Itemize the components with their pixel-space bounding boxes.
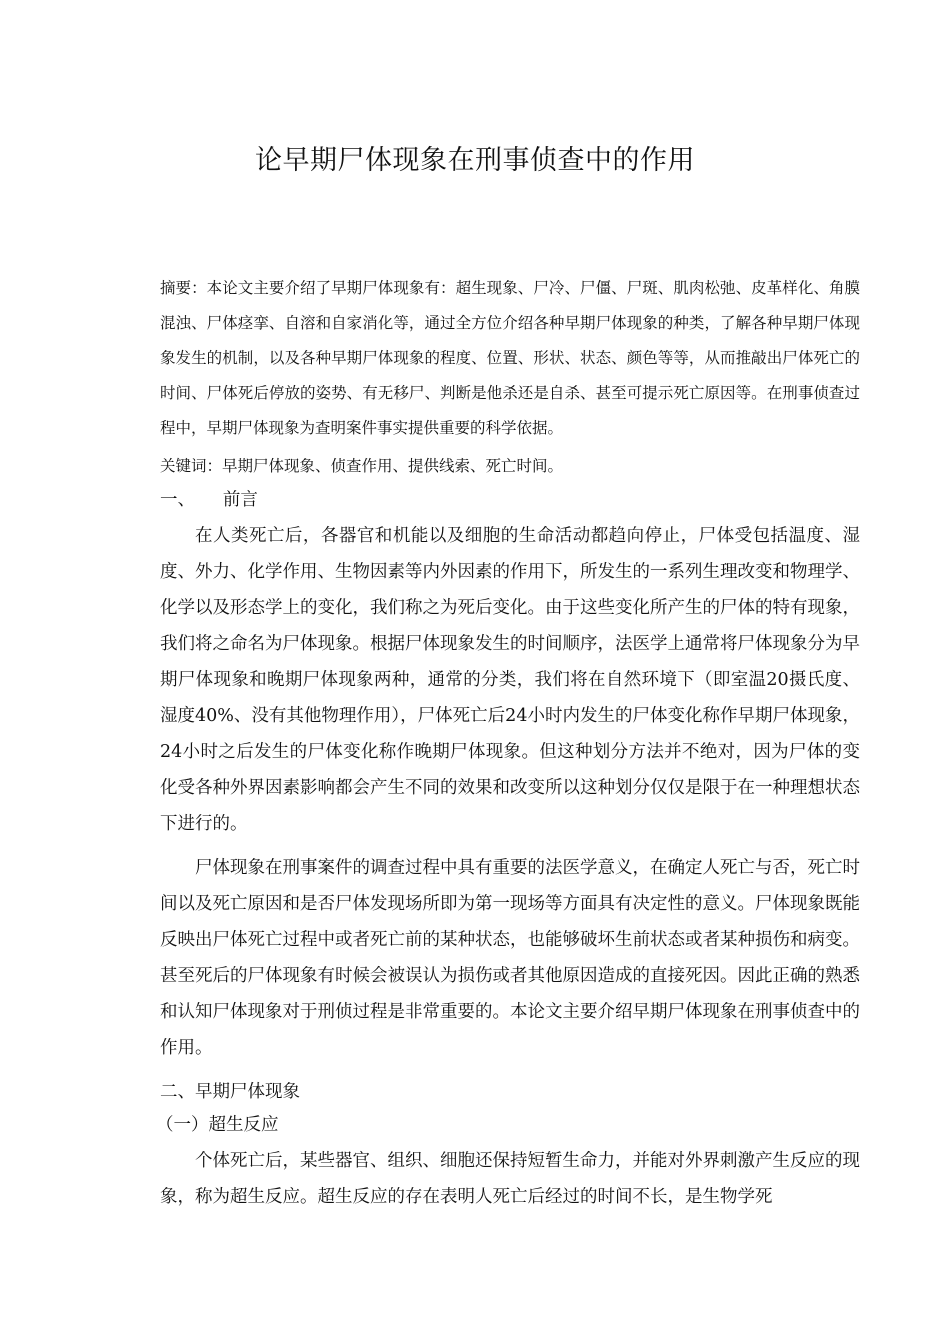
document-title: 论早期尸体现象在刑事侦查中的作用 (255, 145, 695, 176)
preface-paragraph-2: 尸体现象在刑事案件的调查过程中具有重要的法医学意义，在确定人死亡与否，死亡时间以及死亡原因和是否尸体发现场所即为第一现场等方面具有决定性的意义。尸体现象既能反映出尸体死亡过程中或者死亡前的某种状态，也能够破坏生前状态或者某种损伤和病变。甚至死后的尸体现象有时候会被误认为损伤或者其他原因造成的直接死因。因此正确的熟悉和认知尸体现象对于刑侦过程是非常重要的。本论文主要介绍早期尸体现象在刑事侦查中的作用。 (160, 858, 860, 1058)
abstract-paragraph: 摘要：本论文主要介绍了早期尸体现象有：超生现象、尸冷、尸僵、尸斑、肌肉松弛、皮革样化、角膜混浊、尸体痉挛、自溶和自家消化等，通过全方位介绍各种早期尸体现象的种类，了解各种早期尸体现象发生的机制，以及各种早期尸体现象的程度、位置、形状、状态、颜色等等，从而推敲出尸体死亡的时间、尸体死后停放的姿势、有无移尸、判断是他杀还是自杀、甚至可提示死亡原因等。在刑事侦查过程中，早期尸体现象为查明案件事实提供重要的科学依据。 (160, 279, 860, 437)
subsection-heading-supravital-reaction: （一）超生反应 (156, 1115, 279, 1135)
section-heading-preface: 一、 前言 (160, 490, 258, 510)
supravital-reaction-paragraph: 个体死亡后，某些器官、组织、细胞还保持短暂生命力，并能对外界刺激产生反应的现象，称为超生反应。超生反应的存在表明人死亡后经过的时间不长，是生物学死 (160, 1151, 860, 1207)
keywords-line: 关键词：早期尸体现象、侦查作用、提供线索、死亡时间。 (160, 457, 564, 475)
preface-paragraph-1: 在人类死亡后，各器官和机能以及细胞的生命活动都趋向停止，尸体受包括温度、湿度、外力、化学作用、生物因素等内外因素的作用下，所发生的一系列生理改变和物理学、化学以及形态学上的变化，我们称之为死后变化。由于这些变化所产生的尸体的特有现象，我们将之命名为尸体现象。根据尸体现象发生的时间顺序，法医学上通常将尸体现象分为早期尸体现象和晚期尸体现象两种，通常的分类，我们将在自然环境下（即室温20摄氏度、湿度40%、没有其他物理作用），尸体死亡后24小时内发生的尸体变化称作早期尸体现象，24小时之后发生的尸体变化称作晚期尸体现象。但这种划分方法并不绝对，因为尸体的变化受各种外界因素影响都会产生不同的效果和改变所以这种划分仅仅是限于在一种理想状态下进行的。 (160, 526, 860, 834)
section-heading-early-phenomena: 二、早期尸体现象 (160, 1082, 300, 1102)
